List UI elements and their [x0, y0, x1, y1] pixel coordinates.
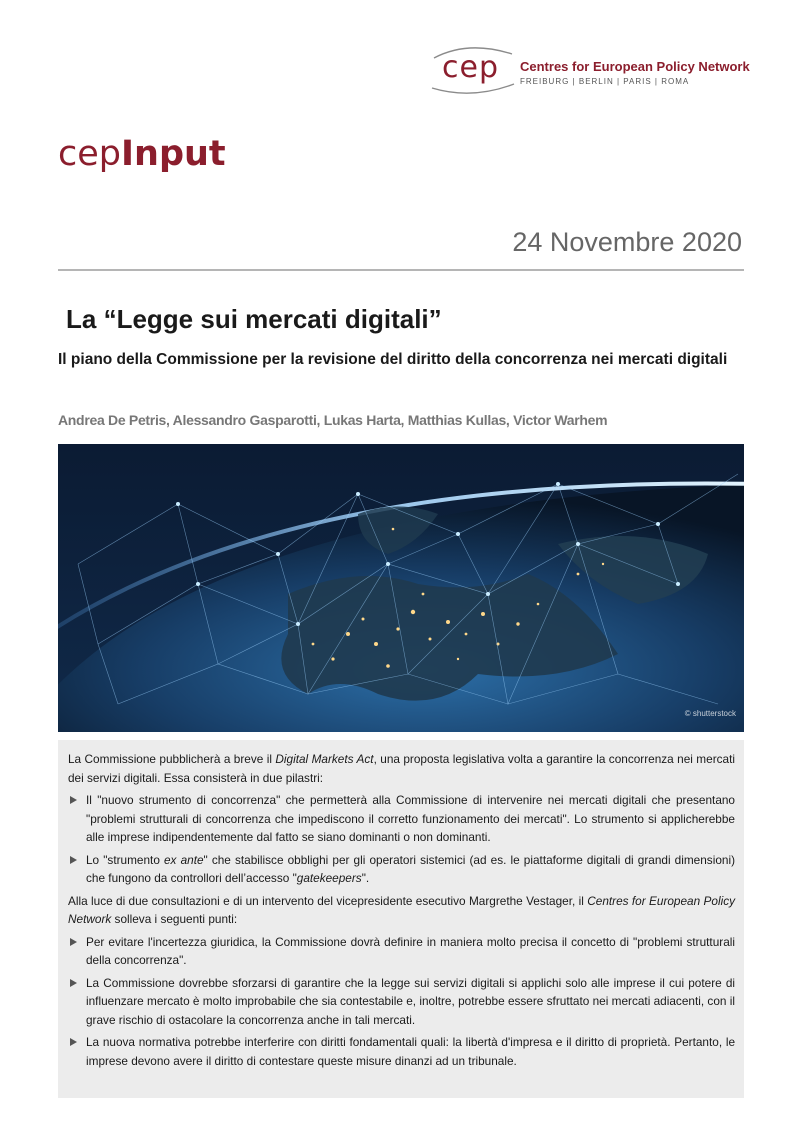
pillar-em: gatekeepers [296, 871, 362, 885]
image-credit: © shutterstock [684, 709, 736, 718]
document-subtitle: Il piano della Commissione per la revisione del diritto della concorrenza nei mercati digitali [58, 351, 728, 368]
intro-text-b: , una proposta legislativa volta a garantire la concorrenza nei mercati dei servizi digitali. Essa consisterà in due pilastri: [68, 752, 735, 785]
bullet-triangle-icon [70, 856, 77, 864]
summary-intro [68, 750, 735, 787]
pillar-item [68, 791, 735, 847]
ceplnput-brand [58, 134, 226, 174]
mid-text-b: solleva i seguenti punti: [111, 912, 238, 926]
pillar-text: " che stabilisce obblighi per gli operatori sistemici (ad es. le piattaforme digitali di grandi dimensioni) che fungono da controllori dell’accesso " [86, 852, 735, 885]
hero-image-earth-network [58, 444, 744, 732]
pillar-em: ex ante [164, 852, 204, 867]
pillar-item [68, 851, 735, 888]
bullet-triangle-icon [70, 796, 77, 804]
summary-mid [68, 892, 735, 929]
bullet-triangle-icon [70, 1038, 77, 1046]
point-text: La Commissione dovrebbe sforzarsi di garantire che la legge sui servizi digitali si applichi solo alle imprese il cui potere di influenzare mercato è molto improbabile che sia contestabile e, inoltre, potrebbe essere sfruttato nei mercati adiacenti, con il grave rischio di ostacolare la concorrenza anche in tali mercati. [86, 975, 735, 1027]
brand-prefix: cep [58, 134, 121, 174]
brand-suffix: Input [121, 134, 226, 174]
mid-text-a: Alla luce di due consultazioni e di un intervento del vicepresidente esecutivo Margrethe Vestager, il [68, 893, 588, 908]
authors-line: Andrea De Petris, Alessandro Gasparotti, Lukas Harta, Matthias Kullas, Victor Warhem [58, 412, 608, 428]
point-text: La nuova normativa potrebbe interferire con diritti fondamentali quali: la libertà d'impresa e il diritto di proprietà. Pertanto, le imprese devono avere il diritto di contestare queste misure dinanzi ad un tribunale. [86, 1035, 735, 1068]
point-item [68, 933, 735, 970]
mid-em: Centres for European Policy Network [68, 893, 736, 926]
header-divider [58, 269, 744, 271]
intro-em: Digital Markets Act [275, 752, 374, 766]
pillar-text: ". [361, 871, 370, 885]
pillar-text: Lo "strumento [86, 852, 164, 867]
logo-cities: FREIBURG | BERLIN | PARIS | ROMA [520, 77, 690, 86]
cep-network-logo [428, 44, 768, 94]
bullet-triangle-icon [70, 979, 77, 987]
point-item [68, 974, 735, 1030]
point-text: Per evitare l'incertezza giuridica, la Commissione dovrà definire in maniera molto precisa il concetto di "problemi strutturali della concorrenza". [86, 934, 735, 967]
summary-box [58, 740, 744, 1098]
logo-network-name: Centres for European Policy Network [520, 59, 750, 74]
publication-date: 24 Novembre 2020 [512, 227, 742, 257]
intro-text-a: La Commissione pubblicherà a breve il [68, 752, 276, 766]
earth-night-illustration [58, 444, 744, 732]
point-item [68, 1033, 735, 1070]
bullet-triangle-icon [70, 938, 77, 946]
document-title: La “Legge sui mercati digitali” [66, 304, 442, 334]
pillar-text: Il "nuovo strumento di concorrenza" che permetterà alla Commissione di intervenire nei mercati digitali che presentano "problemi strutturali di concorrenza che impediscono il corretto funzionamento dei mercati". Lo strumento si applicherebbe alle imprese indipendentemente dal fatto se siano dominanti o non dominanti. [86, 793, 735, 844]
logo-wordmark: cep [442, 50, 499, 85]
